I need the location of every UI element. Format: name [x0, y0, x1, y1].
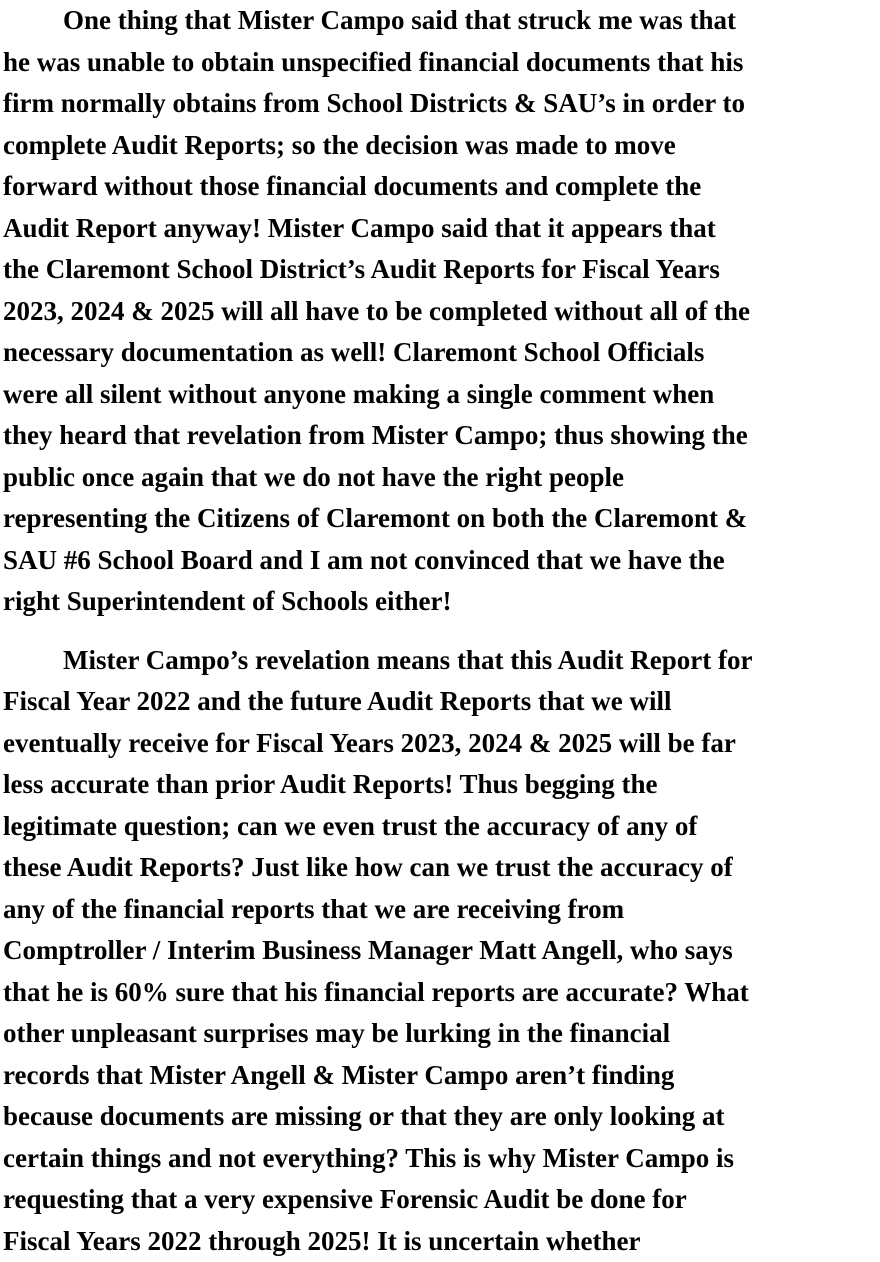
- text-line: One thing that Mister Campo said that struck me was that: [3, 0, 880, 42]
- text-line: Comptroller / Interim Business Manager Matt Angell, who says: [3, 930, 880, 972]
- text-line: legitimate question; can we even trust the accuracy of any of: [3, 806, 880, 848]
- text-line: eventually receive for Fiscal Years 2023, 2024 & 2025 will be far: [3, 723, 880, 765]
- text-line: Fiscal Year 2022 and the future Audit Reports that we will: [3, 681, 880, 723]
- text-line: necessary documentation as well! Claremont School Officials: [3, 332, 880, 374]
- text-line: records that Mister Angell & Mister Campo aren’t finding: [3, 1055, 880, 1097]
- text-line: 2023, 2024 & 2025 will all have to be completed without all of the: [3, 291, 880, 333]
- paragraph-2: [3, 640, 880, 1262]
- text-line: Audit Report anyway! Mister Campo said that it appears that: [3, 208, 880, 250]
- text-line: forward without those financial documents and complete the: [3, 166, 880, 208]
- text-line: Fiscal Years 2022 through 2025! It is uncertain whether: [3, 1221, 880, 1262]
- text-line: because documents are missing or that they are only looking at: [3, 1096, 880, 1138]
- text-line: representing the Citizens of Claremont on both the Claremont &: [3, 498, 880, 540]
- text-line: less accurate than prior Audit Reports! Thus begging the: [3, 764, 880, 806]
- text-line: other unpleasant surprises may be lurking in the financial: [3, 1013, 880, 1055]
- text-line: firm normally obtains from School Districts & SAU’s in order to: [3, 83, 880, 125]
- text-line: these Audit Reports? Just like how can we trust the accuracy of: [3, 847, 880, 889]
- text-line: certain things and not everything? This is why Mister Campo is: [3, 1138, 880, 1180]
- text-line: requesting that a very expensive Forensic Audit be done for: [3, 1179, 880, 1221]
- text-line: they heard that revelation from Mister Campo; thus showing the: [3, 415, 880, 457]
- text-line: SAU #6 School Board and I am not convinced that we have the: [3, 540, 880, 582]
- text-line: public once again that we do not have the right people: [3, 457, 880, 499]
- paragraph-1: [3, 0, 880, 623]
- text-line: Mister Campo’s revelation means that this Audit Report for: [3, 640, 880, 682]
- text-line: complete Audit Reports; so the decision was made to move: [3, 125, 880, 167]
- text-line: were all silent without anyone making a single comment when: [3, 374, 880, 416]
- text-line: right Superintendent of Schools either!: [3, 581, 880, 623]
- text-line: he was unable to obtain unspecified financial documents that his: [3, 42, 880, 84]
- text-line: that he is 60% sure that his financial reports are accurate? What: [3, 972, 880, 1014]
- text-line: any of the financial reports that we are receiving from: [3, 889, 880, 931]
- text-line: the Claremont School District’s Audit Reports for Fiscal Years: [3, 249, 880, 291]
